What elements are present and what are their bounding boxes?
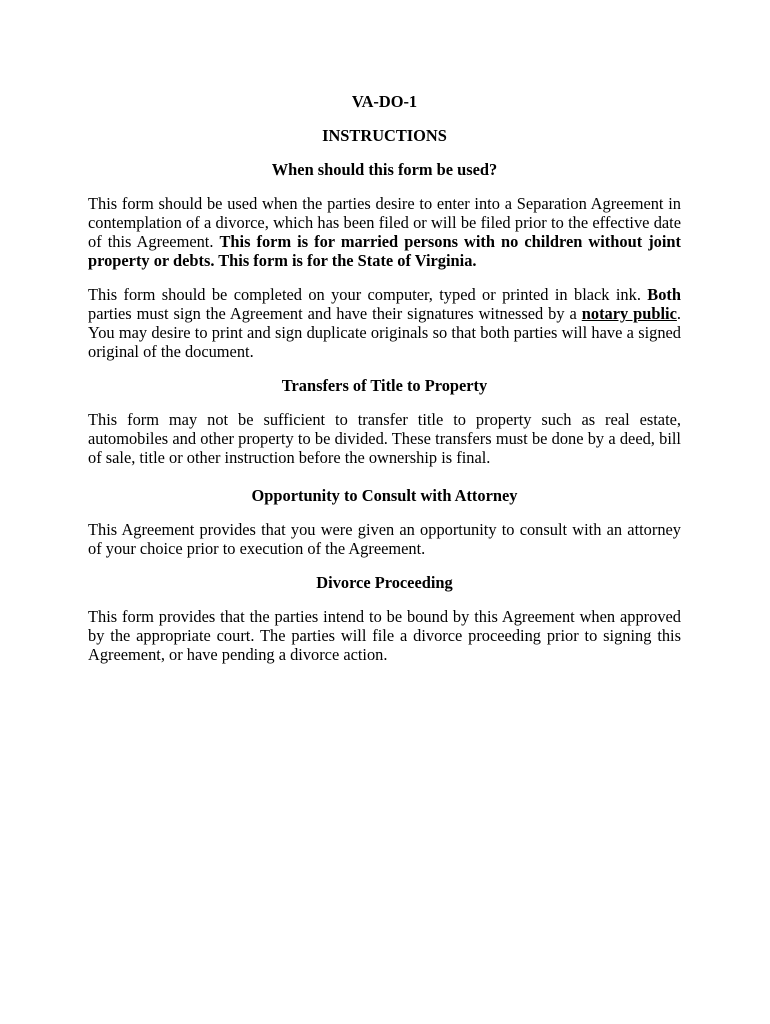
section-heading-when-used: When should this form be used? [271, 160, 498, 179]
section-heading-attorney: Opportunity to Consult with Attorney [251, 486, 518, 505]
instructions-title: INSTRUCTIONS [322, 126, 447, 145]
paragraph-when-used-2 [88, 285, 681, 361]
section-heading-divorce: Divorce Proceeding [316, 573, 453, 592]
paragraph-transfers: This form may not be sufficient to transfer title to property such as real estate, automobiles and other property to be divided. These transfers must be done by a deed, bill of sale, title or other instruction before the ownership is final. [88, 410, 681, 467]
paragraph-when-used-2-text-b: parties must sign the Agreement and have their signatures witnessed by a [88, 304, 582, 323]
paragraph-attorney: This Agreement provides that you were given an opportunity to consult with an attorney of your choice prior to execution of the Agreement. [88, 520, 681, 558]
paragraph-when-used-1-normal-text: This form should be used when the parties desire to enter into a Separation Agreement in contemplation of a divorce, which has been filed or will be filed prior to the effective date of this Agreement. [88, 194, 681, 251]
paragraph-when-used-1 [88, 194, 681, 270]
paragraph-when-used-2-notary-public: notary public [581, 304, 677, 323]
section-heading-transfers: Transfers of Title to Property [281, 376, 488, 395]
paragraph-divorce: This form provides that the parties intend to be bound by this Agreement when approved by the appropriate court. The parties will file a divorce proceeding prior to signing this Agreement, or have pending a divorce action. [88, 607, 681, 664]
form-number-title: VA-DO-1 [351, 92, 418, 111]
paragraph-when-used-1-bold-text: This form is for married persons with no children without joint property or debts. This form is for the State of Virginia. [88, 232, 681, 270]
paragraph-when-used-2-bold-both: Both [647, 285, 681, 304]
paragraph-when-used-2-text-c: . You may desire to print and sign duplicate originals so that both parties will have a signed original of the document. [88, 304, 682, 361]
paragraph-when-used-2-text-a: This form should be completed on your computer, typed or printed in black ink. [88, 285, 648, 304]
